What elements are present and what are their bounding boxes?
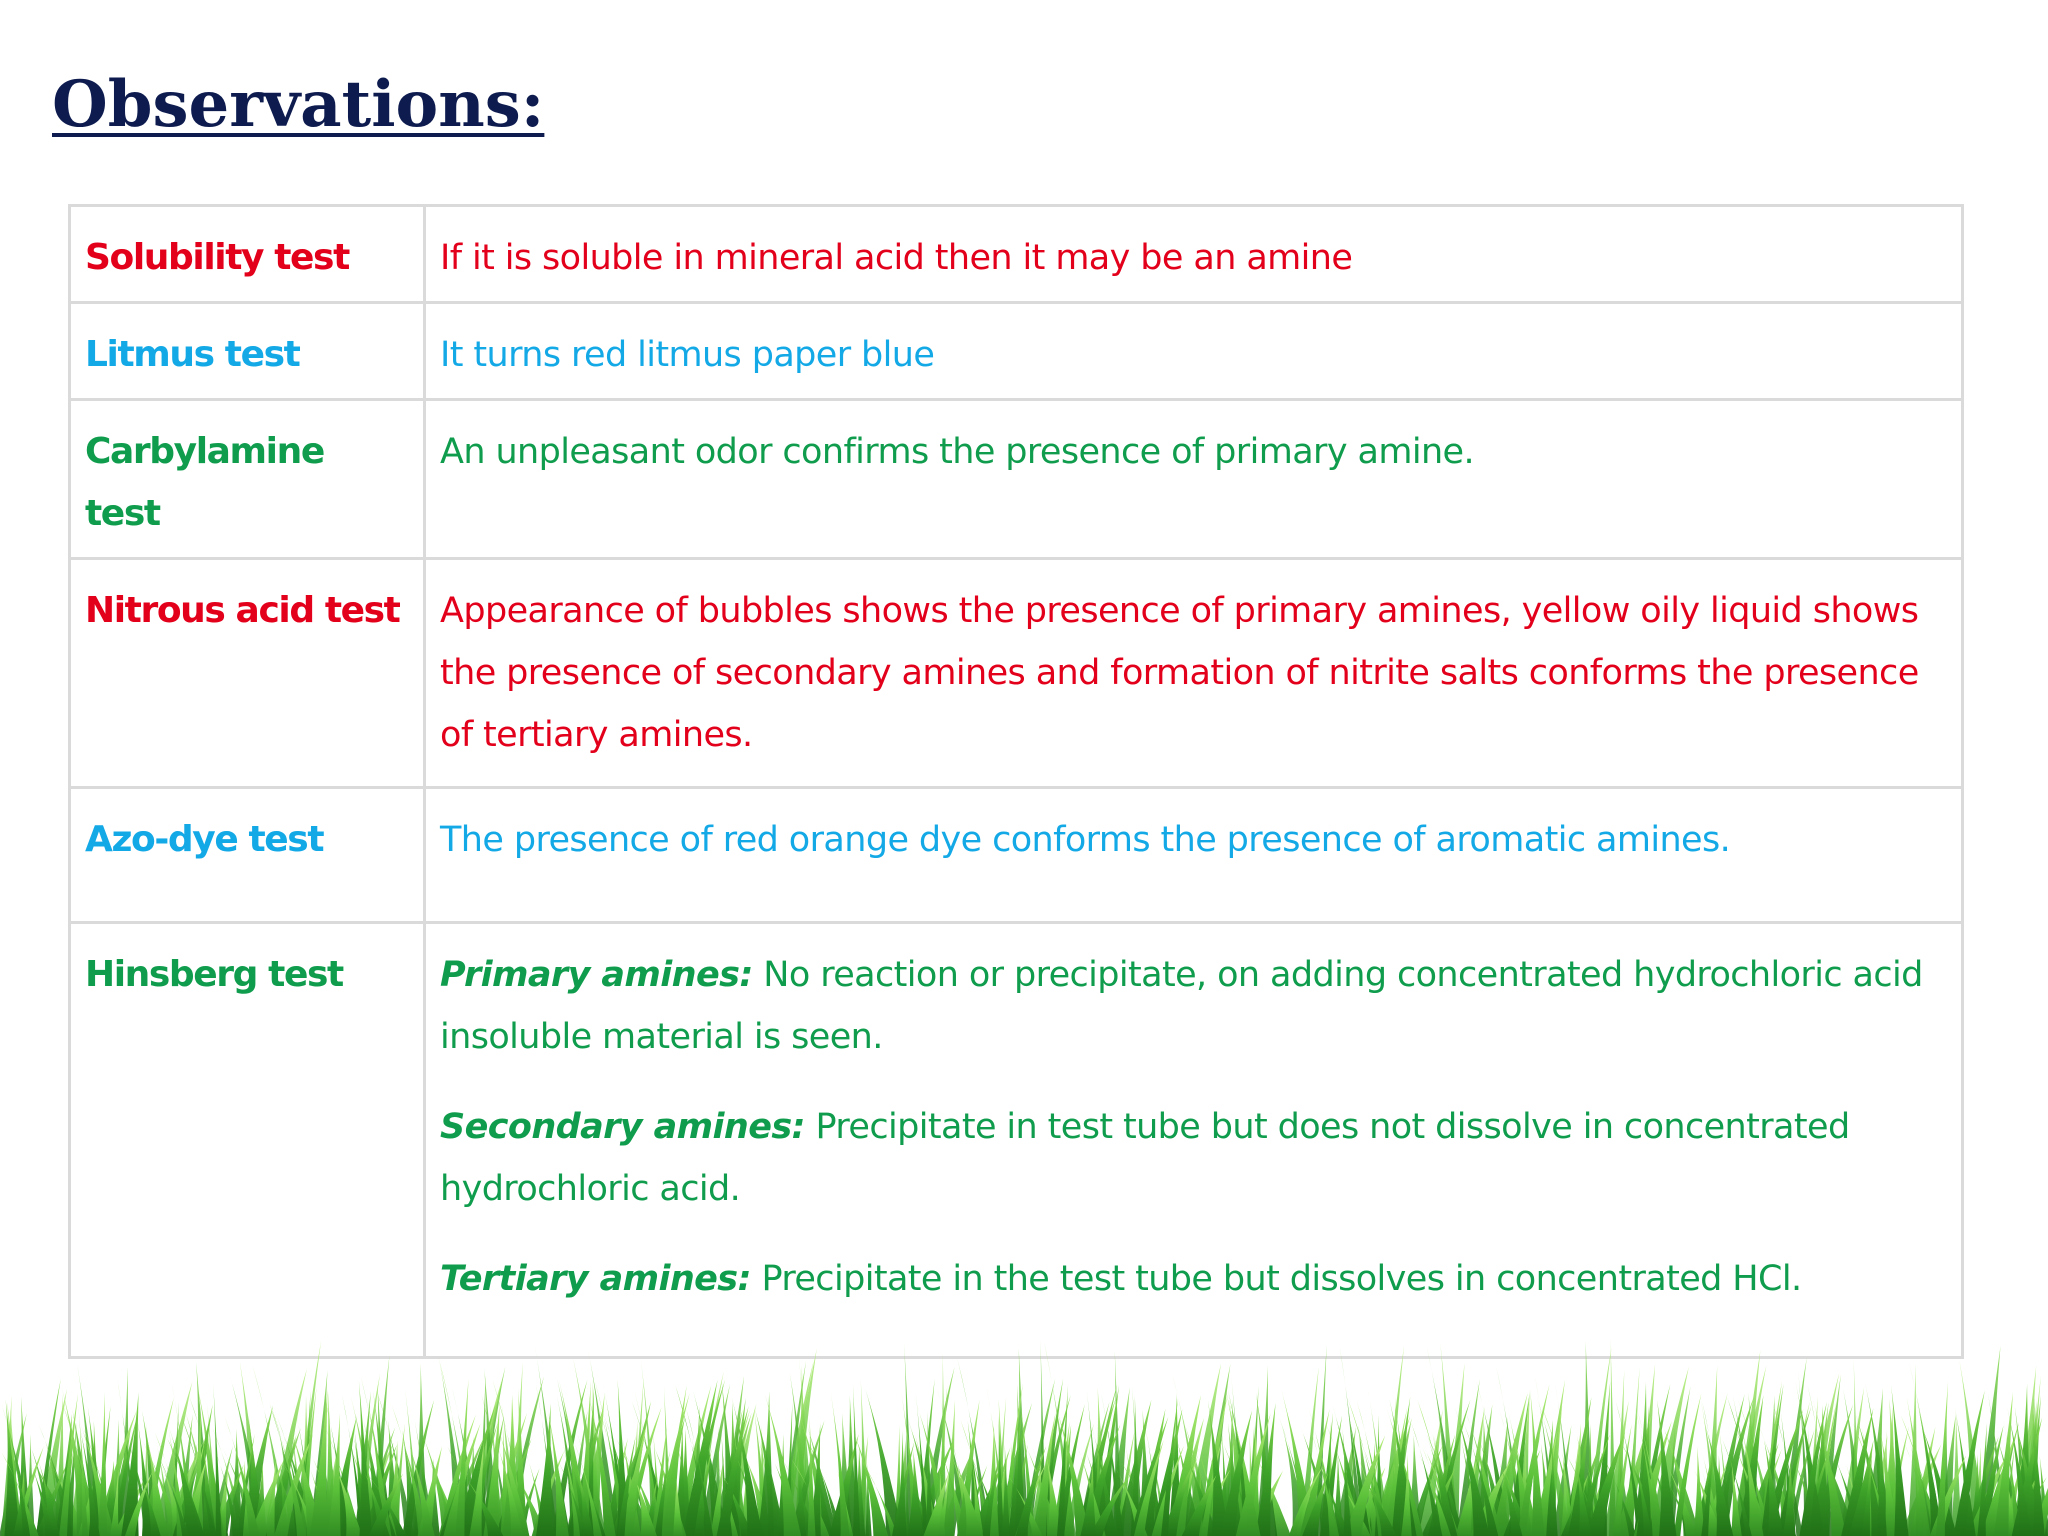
observation-cell: The presence of red orange dye conforms the presence of aromatic amines. bbox=[425, 788, 1963, 923]
grass-blade bbox=[1609, 1339, 1616, 1536]
test-name-cell: Hinsberg test bbox=[70, 923, 425, 1358]
table-row-azo-dye bbox=[70, 788, 1963, 923]
observations-table bbox=[68, 204, 1964, 1359]
table-row-hinsberg bbox=[70, 923, 1963, 1358]
hinsberg-text: Precipitate in test tube but does not dissolve in concentrated hydrochloric acid. bbox=[440, 1107, 1850, 1209]
hinsberg-label: Secondary amines: bbox=[440, 1107, 805, 1147]
observation-cell bbox=[425, 923, 1963, 1358]
table-row-carbylamine bbox=[70, 400, 1963, 559]
observation-cell: Appearance of bubbles shows the presence of primary amines, yellow oily liquid shows the presence of secondary amines and formation of nitrite salts conforms the presence of tertiary amines. bbox=[425, 559, 1963, 788]
hinsberg-secondary bbox=[440, 1096, 1947, 1220]
test-name-cell: Litmus test bbox=[70, 303, 425, 400]
table-row-solubility bbox=[70, 206, 1963, 303]
table-row-nitrous-acid bbox=[70, 559, 1963, 788]
hinsberg-text: No reaction or precipitate, on adding concentrated hydrochloric acid insoluble material is seen. bbox=[440, 955, 1923, 1057]
observation-cell: If it is soluble in mineral acid then it may be an amine bbox=[425, 206, 1963, 303]
test-name-cell: Solubility test bbox=[70, 206, 425, 303]
test-name-cell: Azo-dye test bbox=[70, 788, 425, 923]
hinsberg-label: Tertiary amines: bbox=[440, 1259, 751, 1299]
observation-cell: An unpleasant odor confirms the presence of primary amine. bbox=[425, 400, 1963, 559]
grass-border-icon bbox=[0, 1324, 2048, 1536]
hinsberg-label: Primary amines: bbox=[440, 955, 753, 995]
observation-cell: It turns red litmus paper blue bbox=[425, 303, 1963, 400]
page-title: Observations: bbox=[52, 67, 545, 142]
test-name-cell: Carbylamine test bbox=[70, 400, 425, 559]
hinsberg-primary bbox=[440, 944, 1947, 1068]
table-row-litmus bbox=[70, 303, 1963, 400]
hinsberg-text: Precipitate in the test tube but dissolves in concentrated HCl. bbox=[750, 1259, 1802, 1299]
hinsberg-tertiary bbox=[440, 1248, 1947, 1310]
test-name-cell: Nitrous acid test bbox=[70, 559, 425, 788]
